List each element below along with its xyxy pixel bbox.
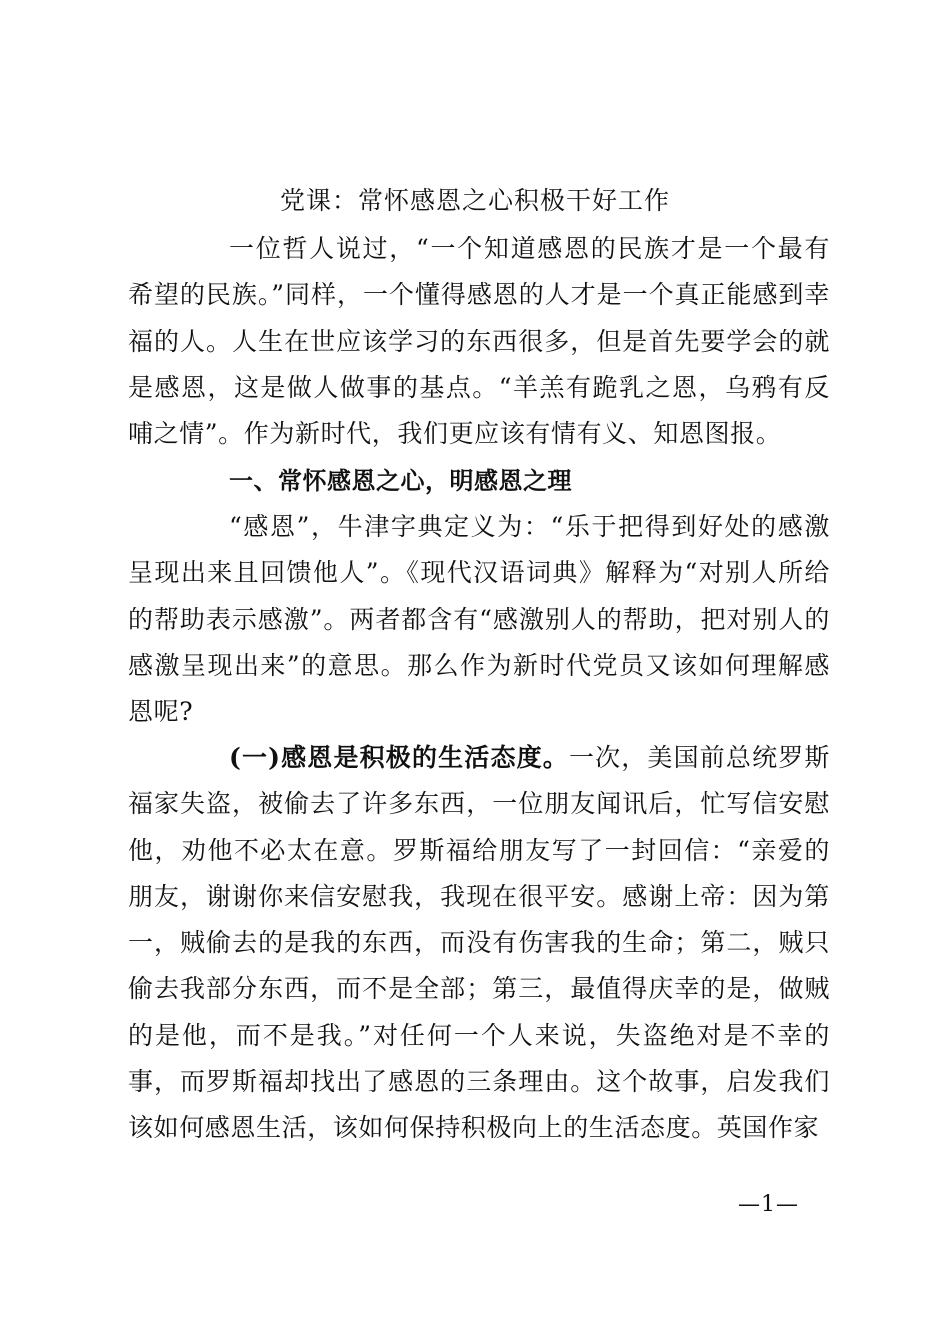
document-title: 党课：常怀感恩之心积极干好工作 xyxy=(279,186,670,215)
paragraph-roosevelt xyxy=(128,735,830,1152)
paragraph-intro: 一位哲人说过，“一个知道感恩的民族才是一个最有希望的民族。”同样，一个懂得感恩的人才是一个真正能感到幸福的人。人生在世应该学习的东西很多，但是首先要学会的就是感恩，这是做人做事的基点。“羊羔有跪乳之恩，乌鸦有反哺之情”。作为新时代，我们更应该有情有义、知恩图报。 xyxy=(128,234,830,449)
subsection-lead: (一)感恩是积极的生活态度。 xyxy=(229,743,569,772)
section-heading: 一、常怀感恩之心，明感恩之理 xyxy=(229,467,572,495)
page-number: —1— xyxy=(738,1192,799,1217)
paragraph-definition: “感恩”，牛津字典定义为：“乐于把得到好处的感激呈现出来且回馈他人”。《现代汉语词典》解释为“对别人所给的帮助表示感激”。两者都含有“感激别人的帮助，把对别人的感激呈现出来”的意思。那么作为新时代党员又该如何理解感恩呢? xyxy=(128,512,830,727)
paragraph-roosevelt-text: 一次，美国前总统罗斯福家失盗，被偷去了许多东西，一位朋友闻讯后，忙写信安慰他，劝他不必太在意。罗斯福给朋友写了一封回信：“亲爱的朋友，谢谢你来信安慰我，我现在很平安。感谢上帝：因为第一，贼偷去的是我的东西，而没有伤害我的生命；第二，贼只偷去我部分东西，而不是全部；第三，最值得庆幸的是，做贼的是他，而不是我。”对任何一个人来说，失盗绝对是不幸的事，而罗斯福却找出了感恩的三条理由。这个故事，启发我们该如何感恩生活，该如何保持积极向上的生活态度。英国作家 xyxy=(128,743,830,1143)
